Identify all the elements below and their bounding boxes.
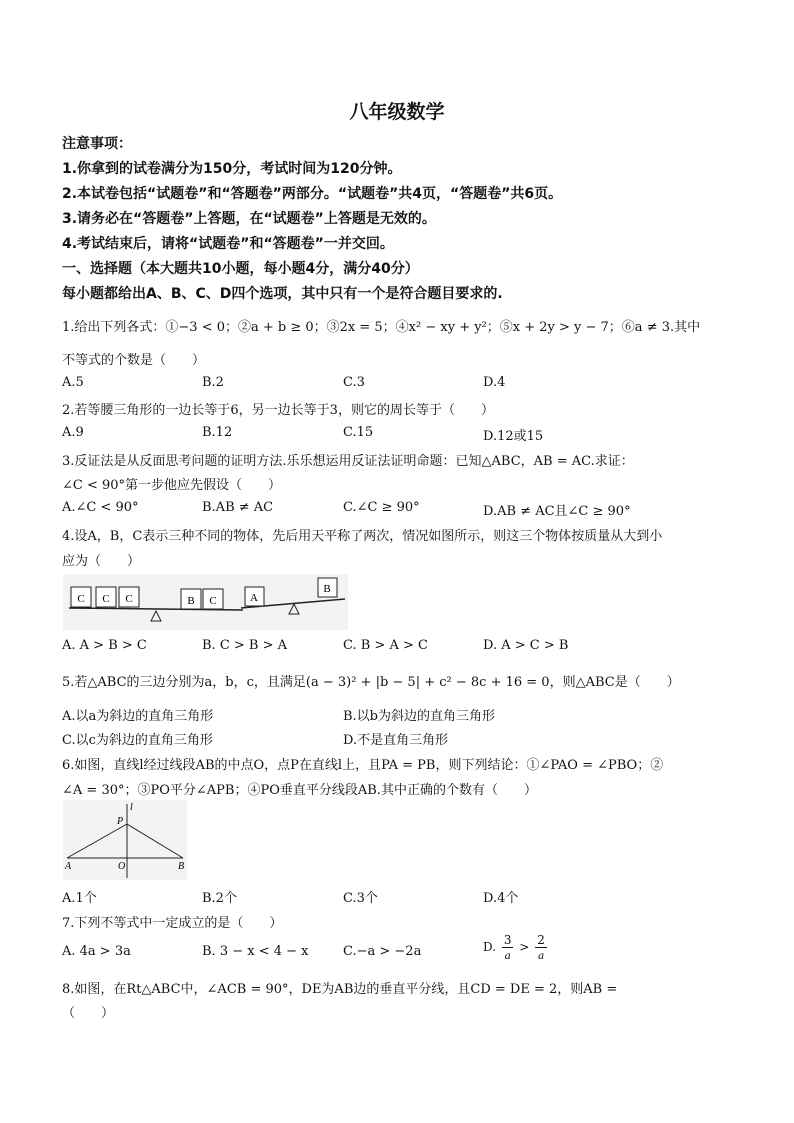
label-b: B	[178, 861, 185, 872]
block-b	[181, 589, 201, 609]
q6-option-b: B.2个	[202, 891, 237, 906]
q3-option-b: B.AB ≠ AC	[202, 500, 274, 515]
section-heading: 一、选择题（本大题共10小题，每小题4分，满分40分）	[62, 261, 419, 277]
q4-option-d: D. A > C > B	[483, 638, 569, 653]
svg-text:A: A	[250, 592, 258, 604]
label-o: O	[118, 861, 126, 872]
label-l: l	[130, 802, 133, 813]
q1-option-a: A.5	[62, 375, 84, 390]
q1-option-d: D.4	[483, 375, 506, 390]
q1-stem-cont: 不等式的个数是（ ）	[62, 353, 206, 368]
block-a	[245, 587, 264, 606]
q6-stem: 6.如图，直线l经过线段AB的中点O，点P在直线l上，且PA = PB，则下列结论：①∠PAO = ∠PBO；②	[62, 758, 664, 773]
q1-option-b: B.2	[202, 375, 224, 390]
q5-option-c: C.以c为斜边的直角三角形	[62, 733, 213, 748]
q8-stem-cont: （ ）	[62, 1006, 115, 1021]
q3-option-d: D.AB ≠ AC且∠C ≥ 90°	[483, 504, 631, 519]
q3-option-a: A.∠C < 90°	[62, 500, 139, 515]
q7-option-c: C.−a > −2a	[343, 944, 422, 959]
q2-option-c: C.15	[343, 425, 374, 440]
triangle-figure	[63, 800, 187, 880]
q2-stem: 2.若等腰三角形的一边长等于6，另一边长等于3，则它的周长等于（ ）	[62, 403, 494, 418]
block-b	[318, 578, 337, 597]
block-c	[119, 587, 139, 607]
q6-option-a: A.1个	[62, 891, 97, 906]
notice-item-3: 3.请务必在“答题卷”上答题，在“试题卷”上答题是无效的。	[62, 211, 436, 227]
q6-option-c: C.3个	[343, 891, 378, 906]
q4-option-b: B. C > B > A	[202, 638, 288, 653]
q2-option-a: A.9	[62, 425, 84, 440]
q7-option-b: B. 3 − x < 4 − x	[202, 944, 309, 959]
q5-stem: 5.若△ABC的三边分别为a，b，c，且满足(a − 3)² + |b − 5| + c² − 8c + 16 = 0，则△ABC是（ ）	[62, 675, 680, 690]
label-p: P	[117, 816, 124, 827]
svg-text:B: B	[323, 583, 331, 595]
svg-text:B: B	[187, 595, 195, 607]
q1-stem: 1.给出下列各式：①−3 < 0；②a + b ≥ 0；③2x = 5；④x² − xy + y²；⑤x + 2y > y − 7；⑥a ≠ 3.其中	[62, 320, 701, 335]
svg-text:C: C	[209, 595, 217, 607]
q7-stem: 7.下列不等式中一定成立的是（ ）	[62, 916, 283, 931]
q7-option-d-op: >	[519, 940, 530, 954]
notice-item-4: 4.考试结束后，请将“试题卷”和“答题卷”一并交回。	[62, 236, 394, 252]
svg-text:C: C	[102, 593, 110, 605]
notice-item-2: 2.本试卷包括“试题卷”和“答题卷”两部分。“试题卷”共4页，“答题卷”共6页。	[62, 186, 563, 202]
page-title: 八年级数学	[349, 101, 445, 123]
q3-stem-cont: ∠C < 90°第一步他应先假设（ ）	[62, 478, 282, 493]
q5-option-a: A.以a为斜边的直角三角形	[62, 709, 214, 724]
q5-option-d: D.不是直角三角形	[343, 733, 449, 748]
q2-option-d: D.12或15	[483, 429, 544, 444]
label-a: A	[65, 861, 72, 872]
svg-text:C: C	[77, 593, 85, 605]
notice-item-1: 1.你拿到的试卷满分为150分，考试时间为120分钟。	[62, 161, 402, 177]
q3-stem: 3.反证法是从反面思考问题的证明方法.乐乐想运用反证法证明命题：已知△ABC，AB = AC.求证：	[62, 454, 634, 469]
q7-option-d-prefix: D.	[483, 940, 497, 954]
q6-stem-cont: ∠A = 30°；③PO平分∠APB；④PO垂直平分线段AB.其中正确的个数有（ ）	[62, 783, 537, 798]
q6-option-d: D.4个	[483, 891, 519, 906]
q4-stem-cont: 应为（ ）	[62, 554, 141, 569]
q2-option-b: B.12	[202, 425, 233, 440]
q4-option-c: C. B > A > C	[343, 638, 428, 653]
svg-text:C: C	[125, 593, 133, 605]
q4-option-a: A. A > B > C	[62, 638, 147, 653]
q3-option-c: C.∠C ≥ 90°	[343, 500, 420, 515]
q4-stem: 4.设A，B，C表示三种不同的物体，先后用天平称了两次，情况如图所示，则这三个物体按质量从大到小	[62, 529, 663, 544]
section-instruction: 每小题都给出A、B、C、D四个选项，其中只有一个是符合题目要求的.	[62, 286, 503, 302]
q7-option-d	[483, 933, 549, 962]
notice-heading: 注意事项：	[62, 136, 132, 152]
q8-stem: 8.如图，在Rt△ABC中，∠ACB = 90°，DE为AB边的垂直平分线，且CD = DE = 2，则AB =	[62, 982, 618, 997]
block-c	[71, 587, 91, 607]
balance-scale-figure	[63, 574, 348, 630]
q7-option-a: A. 4a > 3a	[62, 944, 131, 959]
block-c	[203, 589, 223, 609]
fraction-3-over-a: $\frac{3}{a}$	[503, 933, 512, 962]
block-c	[96, 587, 116, 607]
fraction-2-over-a: $\frac{2}{a}$	[537, 933, 545, 962]
q5-option-b: B.以b为斜边的直角三角形	[343, 709, 496, 724]
q1-option-c: C.3	[343, 375, 365, 390]
